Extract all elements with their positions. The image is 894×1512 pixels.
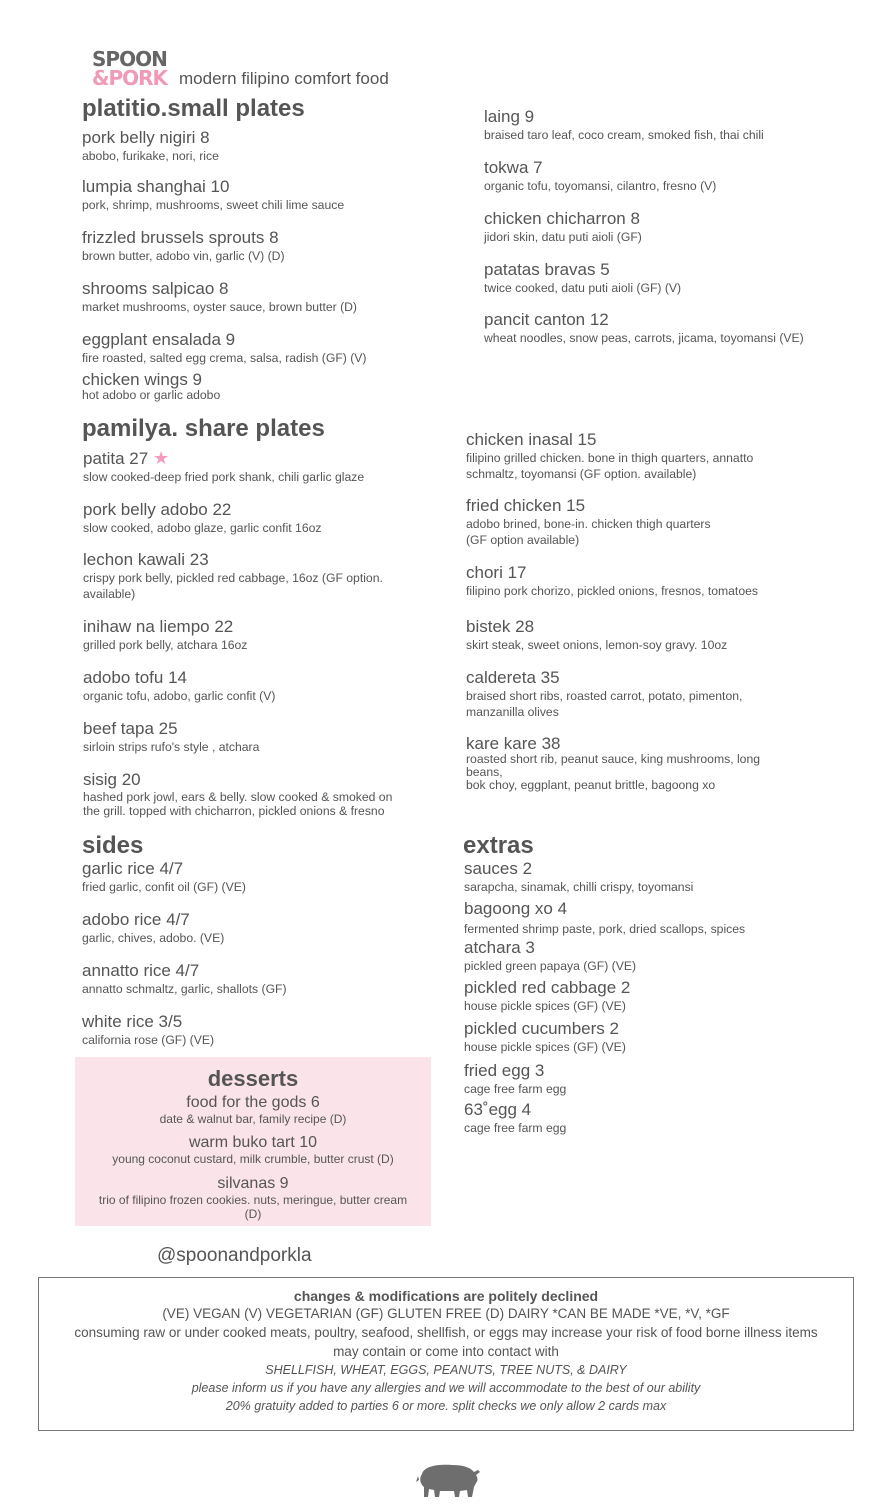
item-name: food for the gods 6 bbox=[186, 1094, 320, 1111]
item-name: caldereta 35 bbox=[466, 668, 560, 687]
item-name: adobo tofu 14 bbox=[83, 668, 187, 687]
item-desc: slow cooked-deep fried pork shank, chili garlic glaze bbox=[83, 470, 365, 484]
tagline: modern filipino comfort food bbox=[179, 69, 389, 88]
item-desc: jidori skin, datu puti aioli (GF) bbox=[484, 230, 642, 244]
item-name: patita 27 bbox=[83, 449, 149, 468]
desserts-title-wrap bbox=[75, 1066, 431, 1092]
menu-item bbox=[83, 719, 259, 755]
dessert-item bbox=[75, 1094, 431, 1126]
item-name: beef tapa 25 bbox=[83, 719, 178, 738]
menu-item bbox=[466, 668, 742, 720]
item-desc-2: schmaltz, toyomansi (GF option. available) bbox=[466, 467, 697, 481]
item-name: pork belly nigiri 8 bbox=[82, 128, 210, 147]
item-name: pork belly adobo 22 bbox=[83, 500, 232, 519]
menu-item bbox=[82, 961, 287, 997]
menu-item bbox=[484, 209, 642, 245]
menu-item bbox=[82, 279, 357, 315]
item-name: patatas bravas 5 bbox=[484, 260, 610, 279]
item-desc: cage free farm egg bbox=[464, 1082, 567, 1096]
item-name: 63˚egg 4 bbox=[464, 1100, 532, 1119]
item-desc-2: (GF option available) bbox=[466, 533, 580, 547]
menu-item bbox=[82, 910, 224, 946]
item-desc: sarapcha, sinamak, chilli crispy, toyomansi bbox=[464, 880, 694, 894]
item-desc-2: available) bbox=[83, 587, 136, 601]
section-title-sides: sides bbox=[82, 832, 144, 859]
item-name: garlic rice 4/7 bbox=[82, 859, 184, 878]
item-name: frizzled brussels sprouts 8 bbox=[82, 228, 279, 247]
item-name: tokwa 7 bbox=[484, 158, 543, 177]
item-name: fried chicken 15 bbox=[466, 496, 586, 515]
item-name: bagoong xo 4 bbox=[464, 899, 568, 918]
item-desc: house pickle spices (GF) (VE) bbox=[464, 1040, 626, 1054]
menu-item bbox=[83, 448, 364, 485]
section-title-extras: extras bbox=[463, 832, 534, 859]
item-desc: skirt steak, sweet onions, lemon-soy gravy. 10oz bbox=[466, 638, 728, 652]
menu-item bbox=[83, 617, 247, 653]
menu-item bbox=[82, 177, 344, 213]
item-name: white rice 3/5 bbox=[82, 1012, 183, 1031]
menu-item bbox=[464, 1100, 566, 1136]
section-title-small-plates: platitio.small plates bbox=[82, 95, 305, 122]
menu-item bbox=[484, 158, 716, 194]
notice-box bbox=[38, 1277, 854, 1431]
menu-item bbox=[82, 1012, 214, 1048]
item-desc: abobo, furikake, nori, rice bbox=[82, 149, 219, 163]
item-desc: trio of filipino frozen cookies. nuts, meringue, butter cream bbox=[98, 1193, 408, 1207]
item-name: pickled cucumbers 2 bbox=[464, 1019, 619, 1038]
item-desc: pork, shrimp, mushrooms, sweet chili lime sauce bbox=[82, 198, 345, 212]
menu-item bbox=[82, 128, 219, 164]
menu-item bbox=[82, 859, 246, 895]
item-name: fried egg 3 bbox=[464, 1061, 545, 1080]
menu-item bbox=[466, 496, 711, 548]
notice-line-1: changes & modifications are politely declined bbox=[293, 1288, 599, 1304]
item-desc: pickled green papaya (GF) (VE) bbox=[464, 959, 637, 973]
item-name: inihaw na liempo 22 bbox=[83, 617, 234, 636]
menu-item bbox=[464, 978, 630, 1014]
menu-item bbox=[464, 859, 693, 895]
menu-item bbox=[83, 500, 321, 536]
item-desc: hot adobo or garlic adobo bbox=[82, 388, 221, 402]
logo bbox=[92, 47, 174, 90]
section-title-share-plates: pamilya. share plates bbox=[82, 415, 325, 442]
item-name: annatto rice 4/7 bbox=[82, 961, 200, 980]
menu-item bbox=[464, 897, 745, 937]
item-desc: cage free farm egg bbox=[464, 1121, 567, 1135]
item-name: lumpia shanghai 10 bbox=[82, 177, 230, 196]
item-desc-2: manzanilla olives bbox=[466, 705, 559, 719]
notice-line-5: SHELLFISH, WHEAT, EGGS, PEANUTS, TREE NUTS, & DAIRY bbox=[265, 1363, 627, 1377]
item-name: shrooms salpicao 8 bbox=[82, 279, 229, 298]
pig-icon bbox=[414, 1460, 482, 1505]
item-name: silvanas 9 bbox=[217, 1175, 289, 1192]
notice-line-3: consuming raw or under cooked meats, poultry, seafood, shellfish, or eggs may increase your risk of food borne illness items bbox=[74, 1325, 818, 1340]
item-desc: fermented shrimp paste, pork, dried scallops, spices bbox=[464, 922, 746, 936]
item-desc: annatto schmaltz, garlic, shallots (GF) bbox=[82, 982, 287, 996]
item-desc: garlic, chives, adobo. (VE) bbox=[82, 931, 225, 945]
menu-item bbox=[464, 938, 636, 974]
menu-item bbox=[83, 770, 392, 818]
item-desc: market mushrooms, oyster sauce, brown butter (D) bbox=[82, 300, 357, 314]
notice-line-6: please inform us if you have any allergies and we will accommodate to the best of our ability bbox=[191, 1381, 701, 1395]
menu-item bbox=[466, 563, 758, 599]
logo-line-1: SPOON bbox=[92, 47, 167, 71]
menu-item bbox=[466, 617, 727, 653]
dessert-item bbox=[75, 1175, 431, 1221]
item-desc-2: (D) bbox=[244, 1207, 262, 1221]
section-title-desserts: desserts bbox=[207, 1066, 299, 1091]
item-desc: wheat noodles, snow peas, carrots, jicama, toyomansi (VE) bbox=[484, 331, 804, 345]
item-name: sauces 2 bbox=[464, 859, 533, 878]
notice-line-7: 20% gratuity added to parties 6 or more. split checks we only allow 2 cards max bbox=[225, 1399, 667, 1413]
item-desc: organic tofu, adobo, garlic confit (V) bbox=[83, 689, 276, 703]
menu-item bbox=[464, 1061, 566, 1097]
item-name: pancit canton 12 bbox=[484, 310, 609, 329]
item-desc: hashed pork jowl, ears & belly. slow cooked & smoked on bbox=[83, 790, 393, 804]
item-name: kare kare 38 bbox=[466, 734, 561, 753]
notice-line-2: (VE) VEGAN (V) VEGETARIAN (GF) GLUTEN FREE (D) DAIRY *CAN BE MADE *VE, *V, *GF bbox=[162, 1306, 730, 1321]
star-icon: ★ bbox=[152, 448, 170, 468]
menu-item bbox=[464, 1019, 626, 1055]
item-name: chicken chicharron 8 bbox=[484, 209, 640, 228]
item-desc: grilled pork belly, atchara 16oz bbox=[83, 638, 248, 652]
item-name-row bbox=[83, 448, 364, 469]
item-desc: organic tofu, toyomansi, cilantro, fresno (V) bbox=[484, 179, 717, 193]
item-desc: filipino pork chorizo, pickled onions, fresnos, tomatoes bbox=[466, 584, 758, 598]
item-name: chicken inasal 15 bbox=[466, 430, 597, 449]
menu-item bbox=[484, 260, 681, 296]
menu-item bbox=[466, 735, 760, 792]
item-desc: crispy pork belly, pickled red cabbage, 16oz (GF option. bbox=[83, 571, 383, 585]
item-name: laing 9 bbox=[484, 107, 535, 126]
menu-item bbox=[466, 430, 753, 482]
item-name: chicken wings 9 bbox=[82, 370, 203, 389]
notice-line-4: may contain or come into contact with bbox=[333, 1344, 559, 1359]
item-name: adobo rice 4/7 bbox=[82, 910, 190, 929]
item-desc: young coconut custard, milk crumble, butter crust (D) bbox=[112, 1152, 394, 1166]
item-desc: adobo brined, bone-in. chicken thigh quarters bbox=[466, 517, 711, 531]
logo-line-2: &PORK bbox=[92, 66, 167, 90]
item-desc: fire roasted, salted egg crema, salsa, radish (GF) (V) bbox=[82, 351, 367, 365]
item-desc: brown butter, adobo vin, garlic (V) (D) bbox=[82, 249, 285, 263]
item-desc: slow cooked, adobo glaze, garlic confit 16oz bbox=[83, 521, 322, 535]
menu-item bbox=[484, 107, 764, 143]
item-name: pickled red cabbage 2 bbox=[464, 978, 631, 997]
menu-item bbox=[82, 330, 366, 366]
item-name: bistek 28 bbox=[466, 617, 535, 636]
menu-item bbox=[82, 371, 220, 402]
item-desc: roasted short rib, peanut sauce, king mushrooms, long bbox=[466, 752, 761, 766]
item-desc-3: bok choy, eggplant, peanut brittle, bagoong xo bbox=[466, 778, 716, 792]
item-name: lechon kawali 23 bbox=[83, 550, 209, 569]
item-desc: california rose (GF) (VE) bbox=[82, 1033, 215, 1047]
item-name: sisig 20 bbox=[83, 770, 141, 789]
item-desc: sirloin strips rufo's style , atchara bbox=[83, 740, 260, 754]
item-name: warm buko tart 10 bbox=[188, 1134, 318, 1151]
dessert-item bbox=[75, 1134, 431, 1166]
item-name: eggplant ensalada 9 bbox=[82, 330, 236, 349]
menu-item bbox=[83, 550, 383, 602]
item-name: chori 17 bbox=[466, 563, 527, 582]
menu-item bbox=[82, 228, 285, 264]
item-name: atchara 3 bbox=[464, 938, 535, 957]
item-desc: date & walnut bar, family recipe (D) bbox=[159, 1112, 347, 1126]
item-desc: filipino grilled chicken. bone in thigh quarters, annatto bbox=[466, 451, 754, 465]
item-desc: braised short ribs, roasted carrot, potato, pimenton, bbox=[466, 689, 743, 703]
item-desc: twice cooked, datu puti aioli (GF) (V) bbox=[484, 281, 682, 295]
item-desc-2: beans, bbox=[466, 765, 503, 779]
menu-item bbox=[83, 668, 275, 704]
item-desc: fried garlic, confit oil (GF) (VE) bbox=[82, 880, 246, 894]
social-handle: @spoonandporkla bbox=[157, 1245, 312, 1266]
menu-item bbox=[484, 310, 804, 346]
item-desc-2: the grill. topped with chicharron, pickled onions & fresno bbox=[83, 804, 385, 818]
item-desc: braised taro leaf, coco cream, smoked fish, thai chili bbox=[484, 128, 764, 142]
item-desc: house pickle spices (GF) (VE) bbox=[464, 999, 626, 1013]
